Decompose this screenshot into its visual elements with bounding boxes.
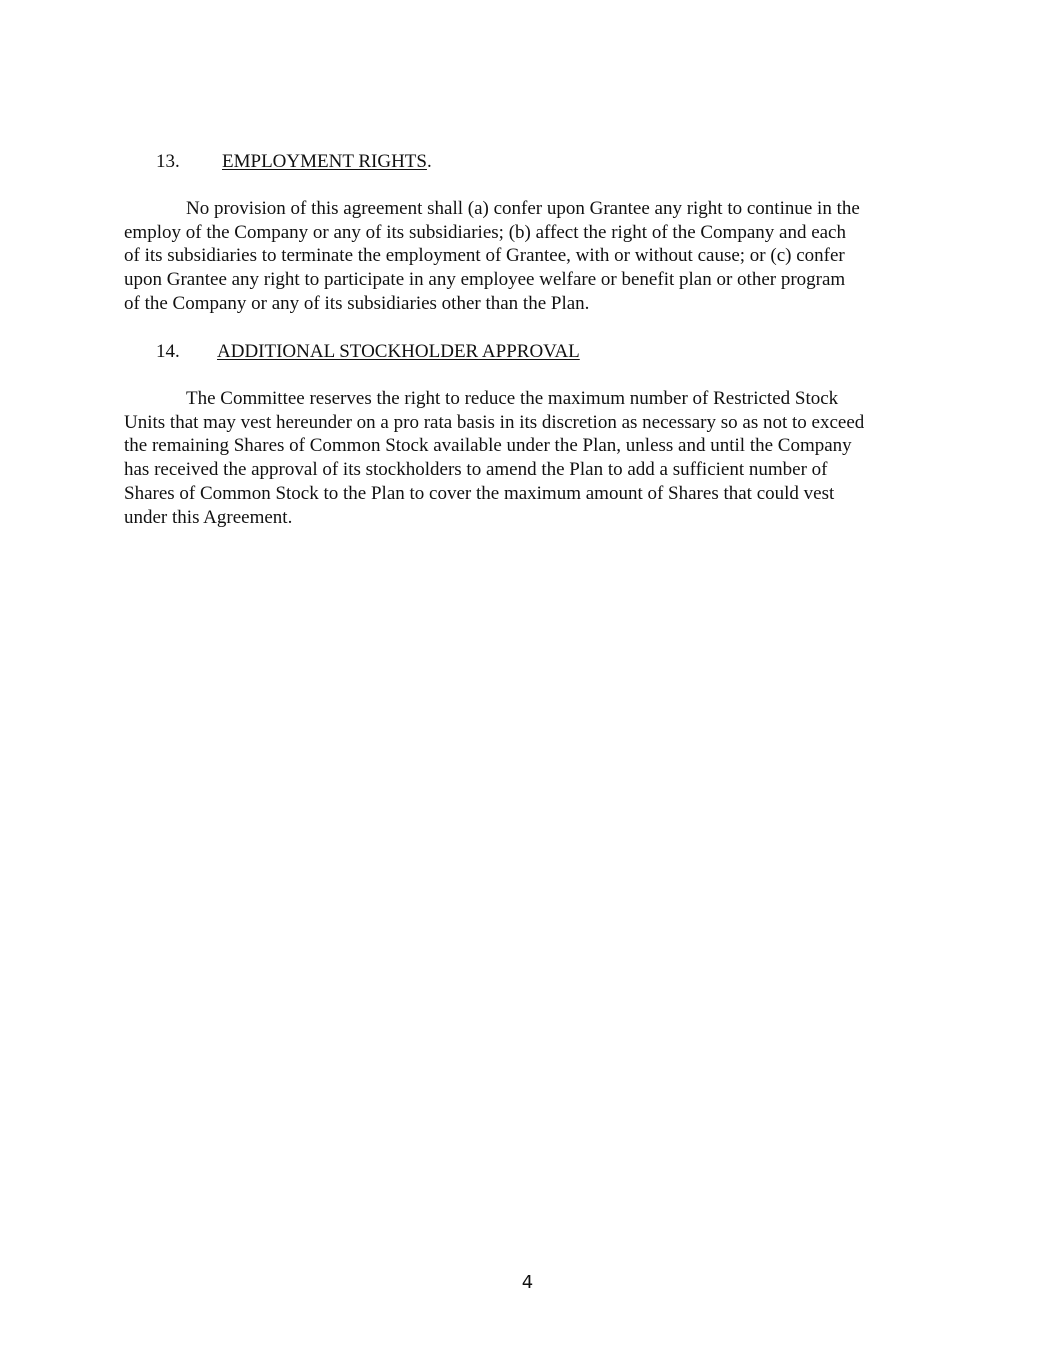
page-number: 4 xyxy=(521,1272,534,1293)
section-13-title: EMPLOYMENT RIGHTS xyxy=(222,151,427,172)
section-14-heading xyxy=(156,340,580,364)
paragraph-line: Shares of Common Stock to the Plan to cover the maximum amount of Shares that could vest xyxy=(124,482,835,504)
paragraph-line: the remaining Shares of Common Stock available under the Plan, unless and until the Company xyxy=(124,435,852,457)
section-13-title-suffix: . xyxy=(426,151,432,172)
paragraph-line: Units that may vest hereunder on a pro rata basis in its discretion as necessary so as not to exceed xyxy=(124,411,865,433)
section-13-heading xyxy=(156,150,432,174)
paragraph-line: has received the approval of its stockholders to amend the Plan to add a sufficient number of xyxy=(124,459,828,481)
paragraph-line: employ of the Company or any of its subsidiaries; (b) affect the right of the Company and each xyxy=(124,221,846,243)
paragraph-line: The Committee reserves the right to reduce the maximum number of Restricted Stock xyxy=(186,388,839,409)
paragraph-line: of the Company or any of its subsidiaries other than the Plan. xyxy=(124,292,590,314)
section-14-paragraph xyxy=(124,387,944,529)
paragraph-line: of its subsidiaries to terminate the employment of Grantee, with or without cause; or (c) confer xyxy=(124,245,845,267)
section-14-title: ADDITIONAL STOCKHOLDER APPROVAL xyxy=(217,341,580,362)
section-13-number: 13. xyxy=(156,151,180,172)
section-14-number: 14. xyxy=(156,341,180,362)
paragraph-line: upon Grantee any right to participate in any employee welfare or benefit plan or other program xyxy=(124,269,846,291)
paragraph-line: under this Agreement. xyxy=(124,506,293,528)
section-13-paragraph xyxy=(124,197,944,316)
paragraph-line: No provision of this agreement shall (a) confer upon Grantee any right to continue in the xyxy=(186,198,860,219)
